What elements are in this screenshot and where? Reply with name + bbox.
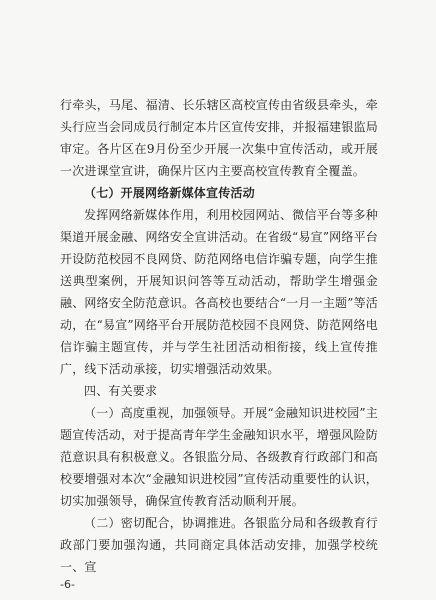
paragraph-continuation: 行牵头，马尾、福清、长乐辖区高校宣传由省级县牵头，牵头行应当会同成员行制定本片区宣传安排，并报福建银监局审定。各片区在9月份至少开展一次集中宣传活动，或开展一次进课堂宣讲，确保片区内主要高校宣传教育全覆盖。 xyxy=(60,98,378,178)
subheading-network-media: （七）开展网络新媒体宣传活动 xyxy=(84,186,255,200)
paragraph-network-media: 发挥网络新媒体作用，利用校园网站、微信平台等多种渠道开展金融、网络安全宣讲活动。在省级“易宣”网络平台开设防范校园不良网贷、防范网络电信诈骗专题，向学生推送典型案例，开展知识问答等互动活动，帮助学生增强金融、网络安全防范意识。各高校也要结合“一月一主题”等活动，在“易宣”网络平台开展防范校园不良网贷、防范网络电信诈骗主题宣传，并与学生社团活动相衔接，线上宣传推广，线下活动承接，切实增强活动效果。 xyxy=(60,208,378,376)
section-heading-requirements: 四、有关要求 xyxy=(84,384,158,398)
document-body xyxy=(60,94,378,578)
paragraph-requirement-1: （一）高度重视，加强领导。开展“金融知识进校园”主题宣传活动，对于提高青年学生金融知识水平，增强风险防范意识具有积极意义。各银监分局、各级教育行政部门和高校要增强对本次“金融知识进校园”宣传活动重要性的认识，切实加强领导，确保宣传教育活动顺利开展。 xyxy=(60,406,378,508)
page-number: -6- xyxy=(60,578,75,591)
paragraph-requirement-2: （二）密切配合，协调推进。各银监分局和各级教育行政部门要加强沟通，共同商定具体活动安排，加强学校统一、宣 xyxy=(60,516,378,574)
